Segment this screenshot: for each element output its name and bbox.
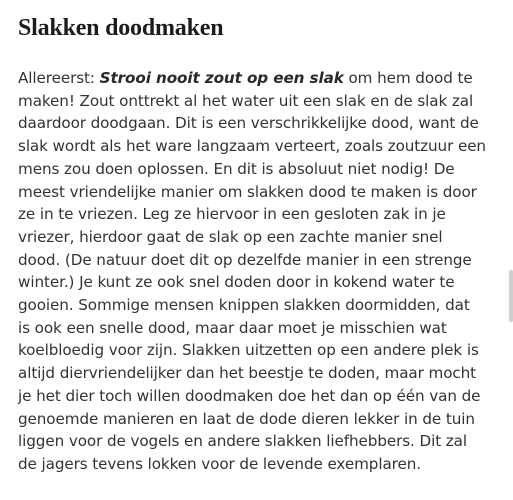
article [18, 13, 486, 476]
article-title: Slakken doodmaken [18, 15, 224, 41]
scrollbar[interactable] [509, 270, 513, 322]
emphasis-text: Strooi nooit zout op een slak [99, 69, 344, 87]
intro-text: Allereerst: [18, 69, 100, 87]
body-text: om hem dood te maken! Zout onttrekt al het water uit een slak en de slak zal daardoor doodgaan. Dit is een verschrikkelijke dood, want de slak wordt als het ware langzaam verteert, zoals zoutzuur een mens zou doen oplossen. En dit is absoluut niet nodig! De meest vriendelijke manier om slakken dood te maken is door ze in te vriezen. Leg ze hiervoor in een gesloten zak in je vriezer, hierdoor gaat de slak op een zachte manier snel dood. (De natuur doet dit op dezelfde manier in een strenge winter.) Je kunt ze ook snel doden door in kokend water te gooien. Sommige mensen knippen slakken doormidden, dat is ook een snelle dood, maar daar moet je misschien wat koelbloedig voor zijn. Slakken uitzetten op een andere plek is altijd diervriendelijker dan het beestje te doden, maar mocht je het dier toch willen doodmaken doe het dan op één van de genoemde manieren en laat de dode dieren lekker in de tuin liggen voor de vogels en andere slakken liefhebbers. Dit zal de jagers tevens lokken voor de levende exemplaren. [18, 69, 486, 473]
article-paragraph [18, 67, 486, 476]
